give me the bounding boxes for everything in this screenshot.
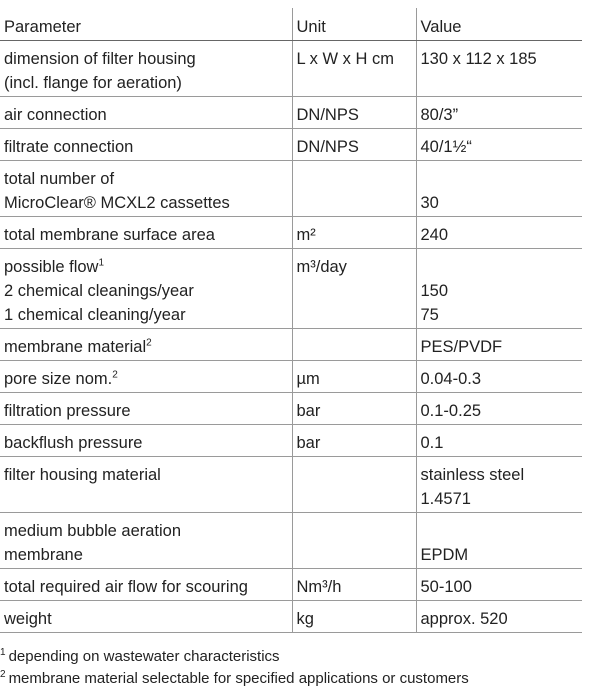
header-value: Value [416,8,582,41]
unit-cell: DN/NPS [292,129,416,161]
parameter-text: MicroClear® MCXL2 cassettes [4,194,230,212]
unit-cell: m² [292,217,416,249]
parameter-text: (incl. flange for aeration) [4,74,182,92]
footnote-text: depending on wastewater characteristics [8,648,280,665]
value-cell: EPDM [416,513,582,569]
footnote-mark: 2 [0,669,6,680]
footnote-ref: 2 [112,369,118,381]
parameter-cell [0,161,292,217]
parameter-text: medium bubble aeration [4,522,182,540]
unit-cell: kg [292,601,416,633]
unit-cell [292,161,416,217]
parameter-label: membrane material [4,338,147,356]
value-cell: 0.04-0.3 [416,361,582,393]
parameter-text: 1 chemical cleaning/year [4,306,186,324]
parameter-cell: total required air flow for scouring [0,569,292,601]
footnote-mark: 1 [0,647,6,658]
unit-cell: DN/NPS [292,97,416,129]
parameter-text: 2 chemical cleanings/year [4,282,194,300]
value-cell: 240 [416,217,582,249]
value-cell: 0.1-0.25 [416,393,582,425]
parameter-text: total number of [4,170,115,188]
value-cell [416,457,582,513]
parameter-cell: filter housing material [0,457,292,513]
parameter-cell [0,41,292,97]
unit-cell: µm [292,361,416,393]
unit-cell: L x W x H cm [292,41,416,97]
value-cell: 130 x 112 x 185 [416,41,582,97]
value-cell: 0.1 [416,425,582,457]
parameter-cell [0,361,292,393]
parameter-cell: air connection [0,97,292,129]
parameter-cell: total membrane surface area [0,217,292,249]
value-cell: 40/1½“ [416,129,582,161]
table-row [0,569,582,601]
parameter-cell: weight [0,601,292,633]
unit-cell [292,513,416,569]
footnote [0,646,469,668]
table-header-row [0,8,582,41]
parameter-table [0,8,582,633]
unit-cell: bar [292,425,416,457]
value-cell: approx. 520 [416,601,582,633]
unit-cell: m³/day [292,249,416,329]
unit-cell: Nm³/h [292,569,416,601]
table-row [0,97,582,129]
parameter-cell [0,249,292,329]
value-cell: PES/PVDF [416,329,582,361]
value-text: 150 [420,282,449,300]
table-row [0,457,582,513]
value-text: 1.4571 [420,490,471,508]
value-text: 75 [420,306,439,324]
value-cell: 30 [416,161,582,217]
table-row [0,249,582,329]
parameter-label: possible flow [4,258,99,276]
unit-cell [292,329,416,361]
value-cell [416,249,582,329]
value-cell: 50-100 [416,569,582,601]
parameter-text: membrane [4,546,83,564]
parameter-label: pore size nom. [4,370,113,388]
table-row [0,393,582,425]
table-row [0,361,582,393]
parameter-cell [0,329,292,361]
parameter-cell: filtration pressure [0,393,292,425]
unit-cell: bar [292,393,416,425]
unit-cell [292,457,416,513]
table-row [0,425,582,457]
footnote-ref: 1 [98,257,105,269]
footnotes [0,646,469,690]
table-row [0,513,582,569]
footnote-text: membrane material selectable for specified applications or customers [8,670,469,687]
table-row [0,217,582,249]
table-row [0,129,582,161]
parameter-text: dimension of filter housing [4,50,196,68]
header-parameter: Parameter [0,8,292,41]
parameter-cell [0,513,292,569]
value-text: stainless steel [420,466,525,484]
table-row [0,329,582,361]
footnote [0,668,469,690]
parameter-text [4,255,288,279]
table-row [0,41,582,97]
footnote-ref: 2 [146,337,152,349]
table-row [0,161,582,217]
value-cell: 80/3” [416,97,582,129]
table-row [0,601,582,633]
header-unit: Unit [292,8,416,41]
parameter-cell: backflush pressure [0,425,292,457]
parameter-cell: filtrate connection [0,129,292,161]
